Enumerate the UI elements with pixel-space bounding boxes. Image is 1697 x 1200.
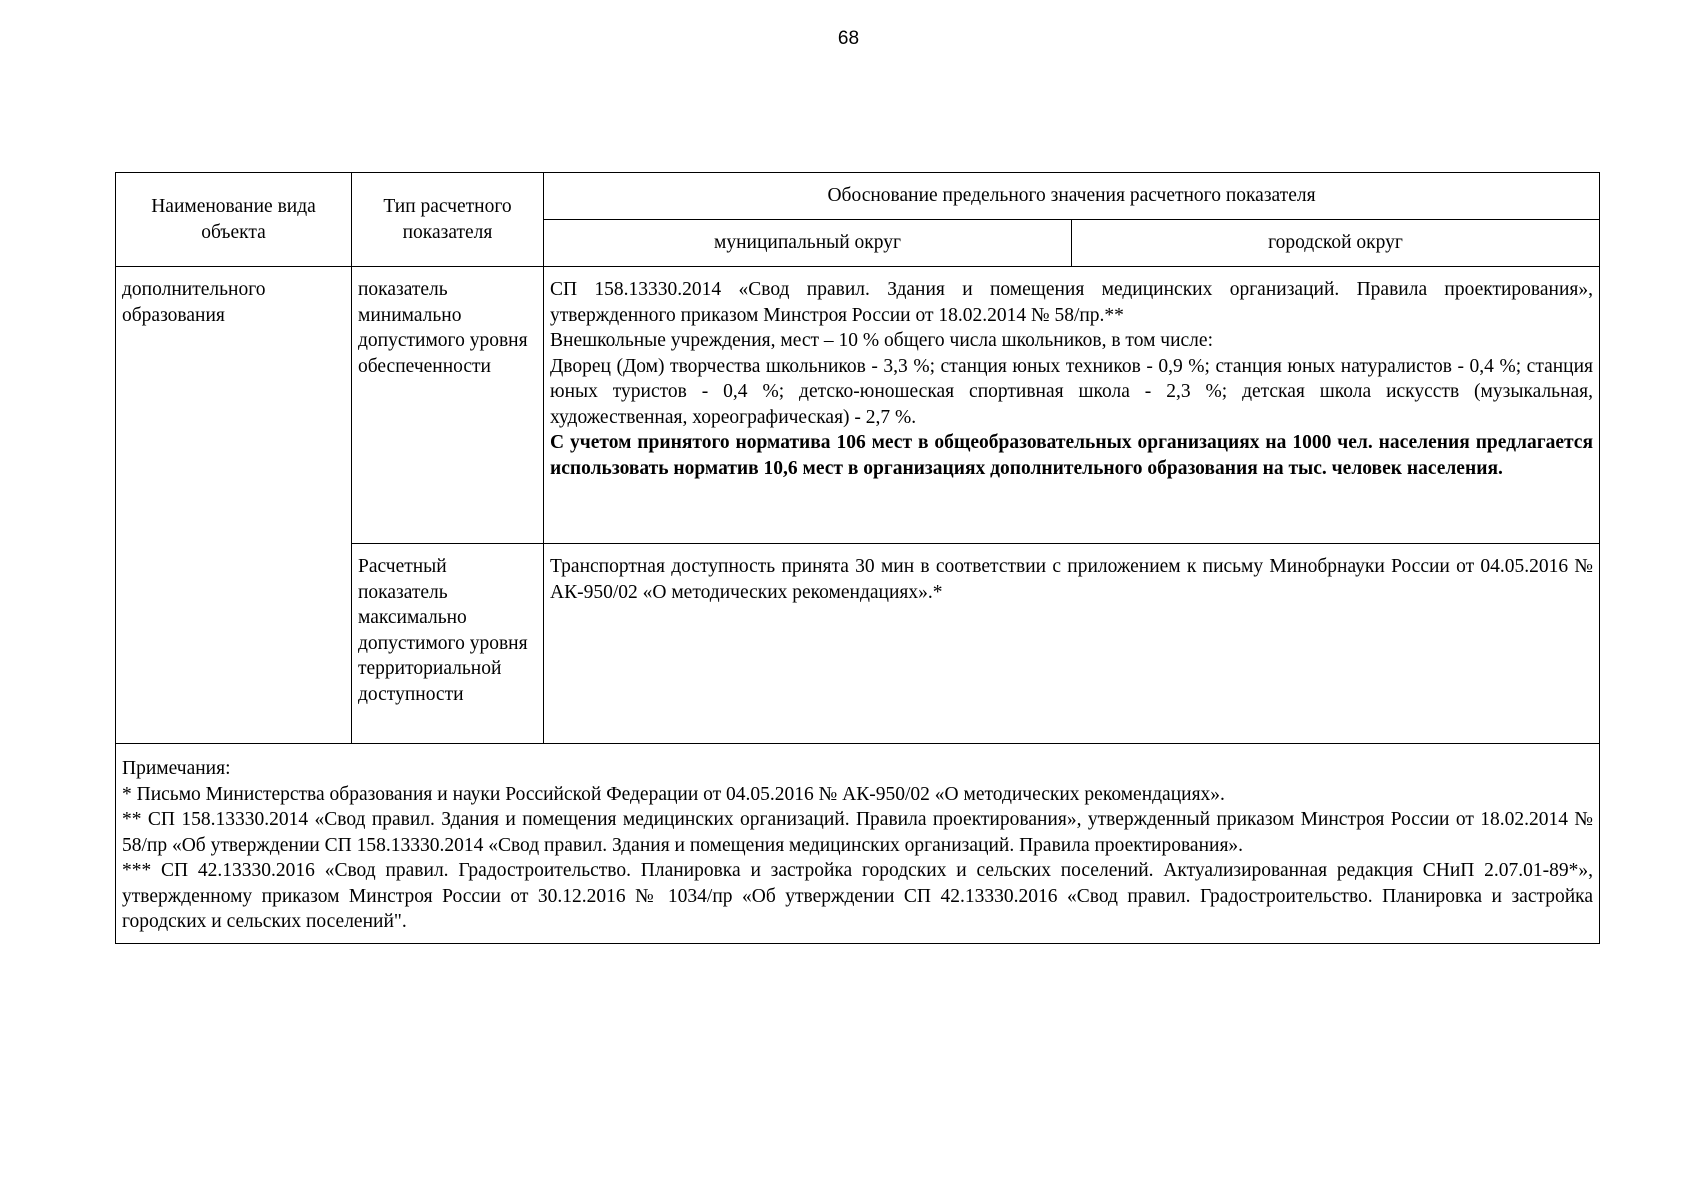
header-urban-district: городской округ [1072, 220, 1600, 267]
justification-cell [544, 267, 1600, 544]
header-indicator-type: Тип расчетного показателя [352, 173, 544, 267]
notes-row [116, 744, 1600, 944]
justification-paragraph: Внешкольные учреждения, мест – 10 % общего числа школьников, в том числе: [550, 330, 1213, 351]
justification-bold-paragraph: С учетом принятого норматива 106 мест в общеобразовательных организациях на 1000 чел. населения предлагается использовать норматив 10,6 мест в организациях дополнительного образования на тыс. человек населения. [550, 432, 1594, 479]
table-row [116, 267, 1600, 544]
justification-paragraph: СП 158.13330.2014 «Свод правил. Здания и помещения медицинских организаций. Правила проектирования», утвержденного приказом Минстроя России от 18.02.2014 № 58/пр.** [550, 279, 1594, 326]
note-item: *** СП 42.13330.2016 «Свод правил. Градостроительство. Планировка и застройка городских и сельских поселений. Актуализированная редакция СНиП 2.07.01-89*», утвержденному приказом Минстроя России от 30.12.2016 № 1034/пр «Об утверждении СП 42.13330.2016 «Свод правил. Градостроительство. Планировка и застройка городских и сельских поселений". [122, 860, 1594, 932]
notes-cell [116, 744, 1600, 944]
indicator-type-cell: показатель минимально допустимого уровня обеспеченности [352, 267, 544, 544]
justification-cell [544, 544, 1600, 744]
indicator-type-cell: Расчетный показатель максимально допустимого уровня территориальной доступности [352, 544, 544, 744]
note-item: * Письмо Министерства образования и науки Российской Федерации от 04.05.2016 № АК-950/02 «О методических рекомендациях». [122, 783, 1225, 805]
notes-title: Примечания: [122, 758, 231, 779]
table-header-row [116, 173, 1600, 220]
header-justification: Обоснование предельного значения расчетного показателя [544, 173, 1600, 220]
header-municipal-district: муниципальный округ [544, 220, 1072, 267]
page-number: 68 [837, 28, 860, 49]
justification-paragraph: Транспортная доступность принята 30 мин в соответствии с приложением к письму Минобрнауки России от 04.05.2016 № АК-950/02 «О методических рекомендациях».* [550, 556, 1594, 603]
norms-table [115, 172, 1600, 944]
object-name-cell: дополнительного образования [116, 267, 352, 744]
justification-paragraph: Дворец (Дом) творчества школьников - 3,3 %; станция юных техников - 0,9 %; станция юных натуралистов - 0,4 %; станция юных туристов - 0,4 %; детско-юношеская спортивная школа - 2,3 %; детская школа искусств (музыкальная, художественная, хореографическая) - 2,7 %. [550, 355, 1594, 428]
header-object-name: Наименование вида объекта [116, 173, 352, 267]
note-item: ** СП 158.13330.2014 «Свод правил. Здания и помещения медицинских организаций. Правила проектирования», утвержденный приказом Минстроя России от 18.02.2014 № 58/пр «Об утверждении СП 158.13330.2014 «Свод правил. Здания и помещения медицинских организаций. Правила проектирования». [122, 809, 1594, 856]
